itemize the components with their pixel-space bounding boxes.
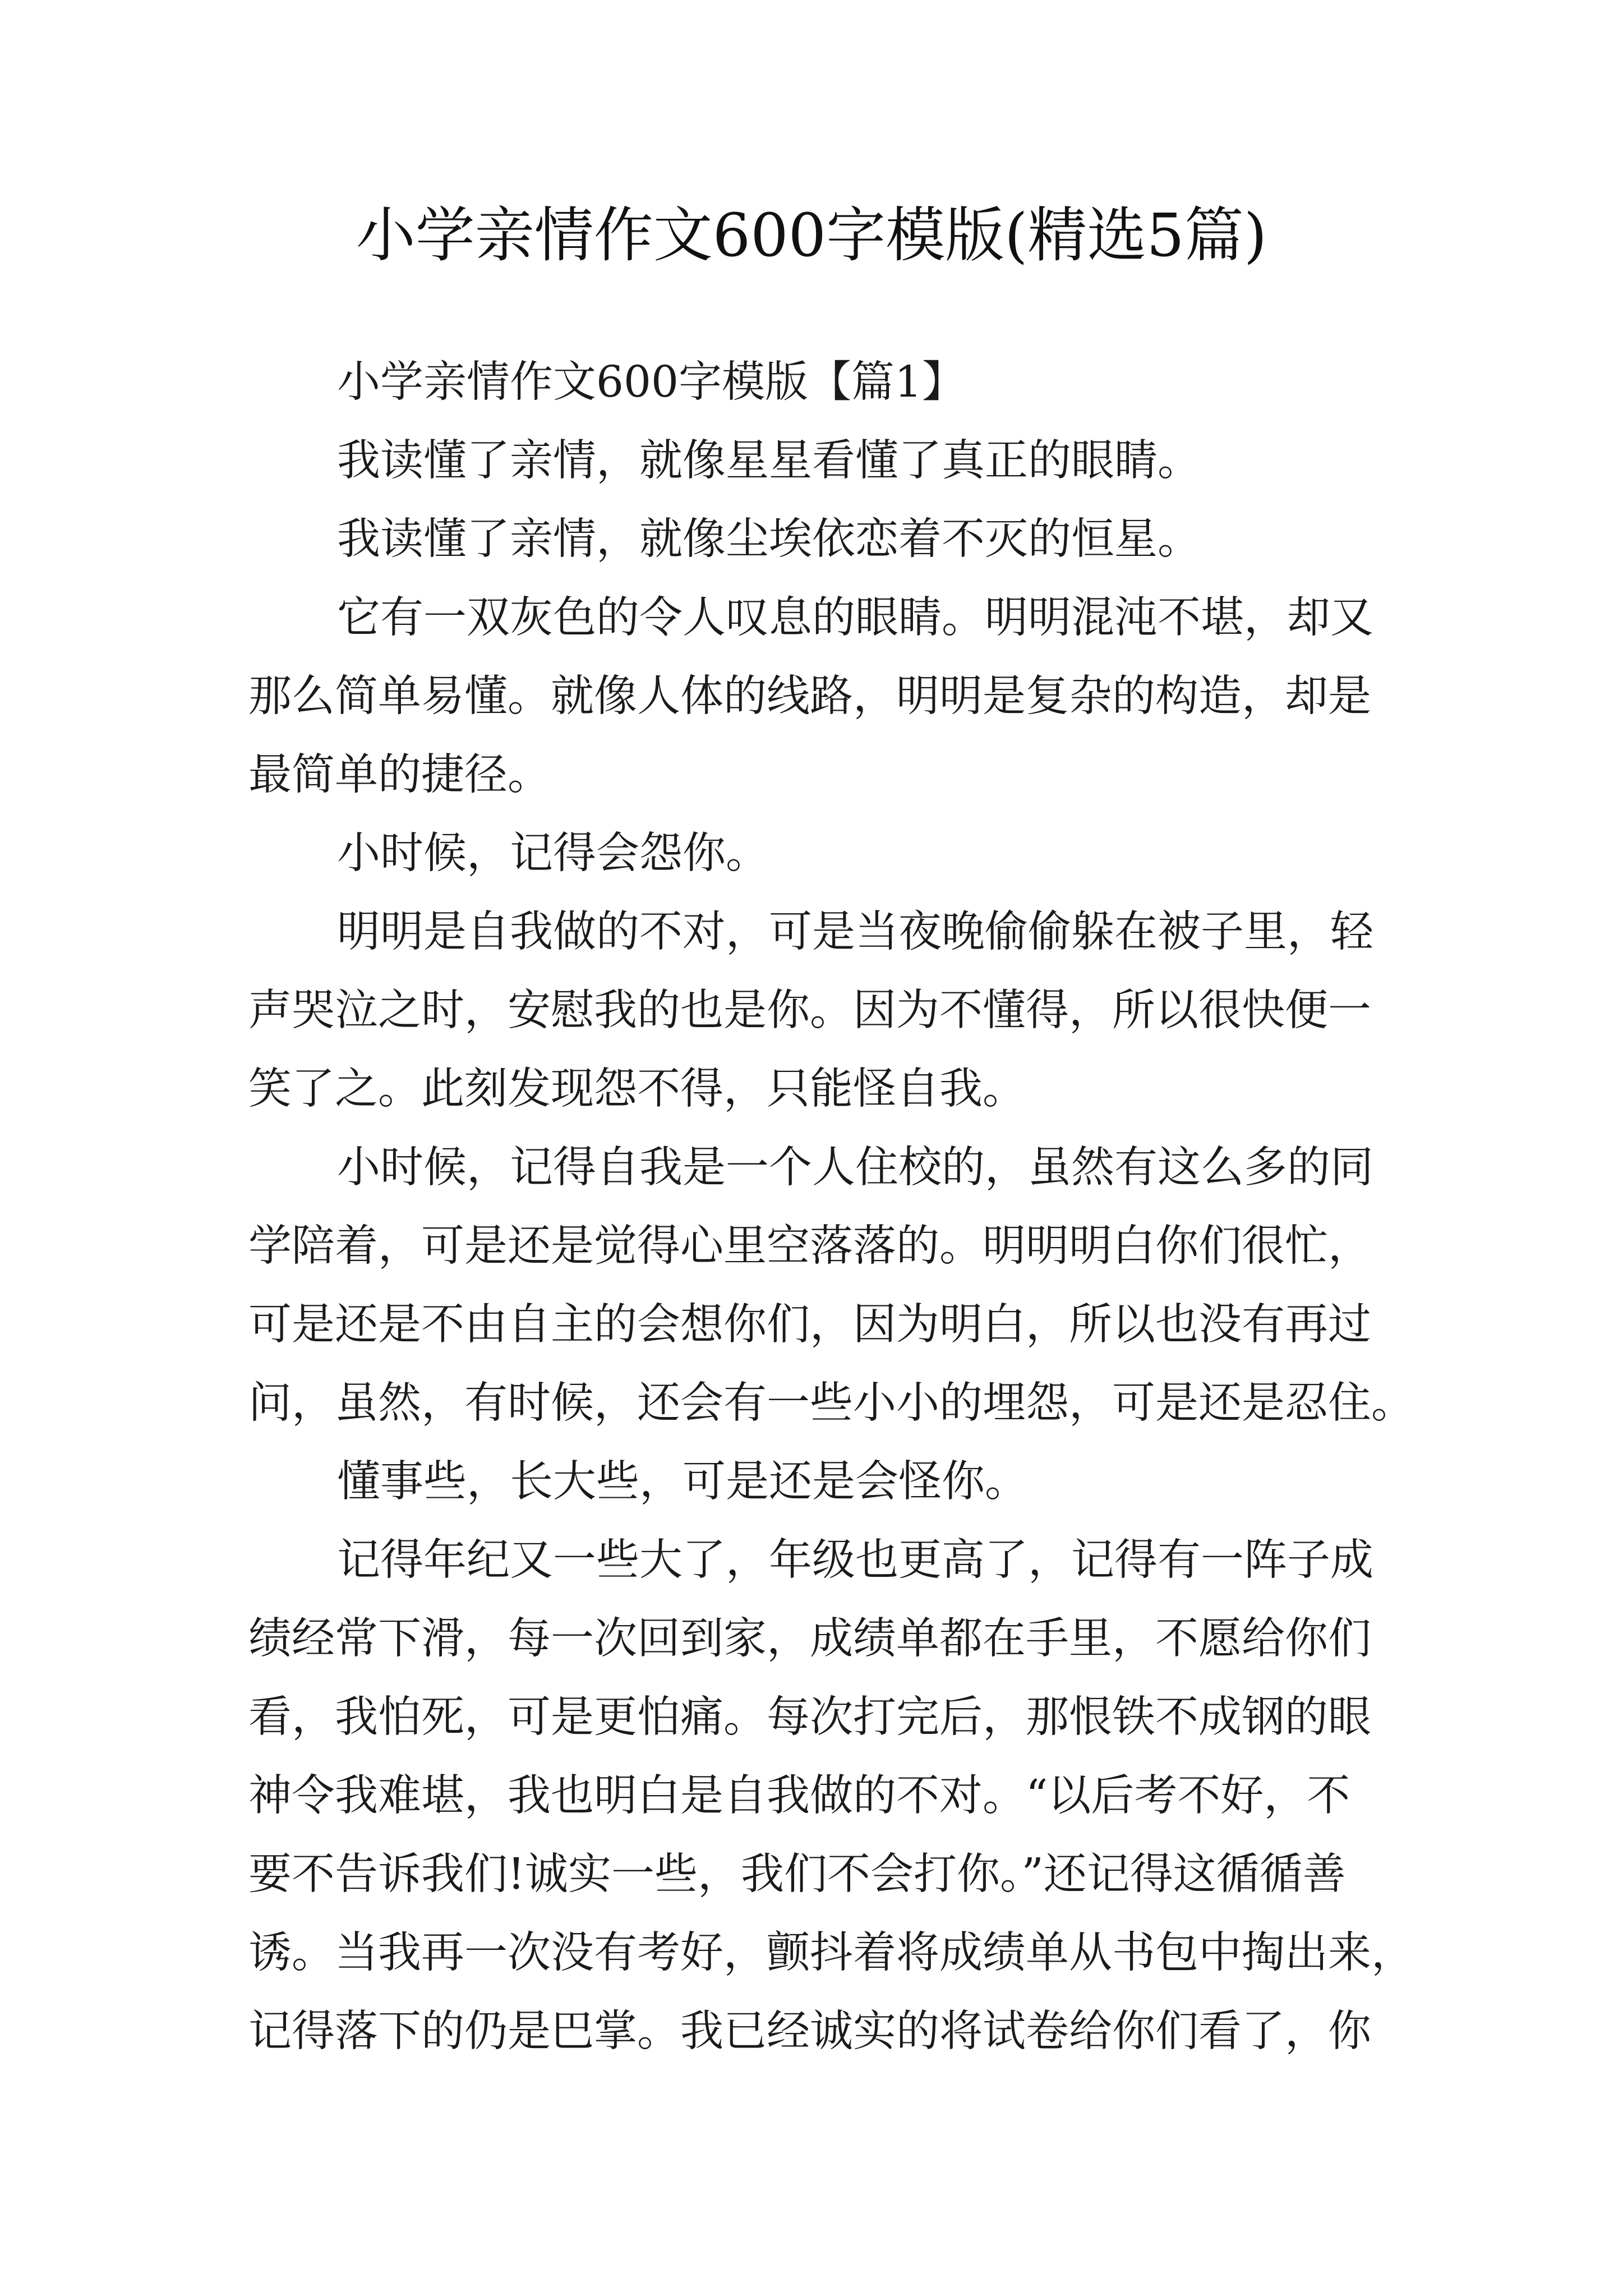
text-line: 我读懂了亲情，就像星星看懂了真正的眼睛。 [337,436,1201,486]
text-line: 神令我难堪，我也明白是自我做的不对。“以后考不好，不 [248,1771,1350,1821]
text-line: 笑了之。此刻发现怨不得，只能怪自我。 [248,1064,1026,1114]
text-line: 记得年纪又一些大了，年级也更高了，记得有一阵子成 [337,1535,1373,1585]
text-line: 它有一双灰色的令人叹息的眼睛。明明混沌不堪，却又 [337,593,1373,643]
document-title: 小学亲情作文600字模版(精选5篇) [356,201,1267,270]
text-line: 声哭泣之时，安慰我的也是你。因为不懂得，所以很快便一 [248,986,1371,1036]
text-line: 小时候，记得自我是一个人住校的，虽然有这么多的同 [337,1143,1373,1193]
text-line: 问，虽然，有时候，还会有一些小小的埋怨，可是还是忍住。 [248,1378,1414,1428]
text-line: 看，我怕死，可是更怕痛。每次打完后，那恨铁不成钢的眼 [248,1692,1371,1742]
text-line: 可是还是不由自主的会想你们，因为明白，所以也没有再过 [248,1300,1371,1350]
text-line: 要不告诉我们!诚实一些，我们不会打你。”还记得这循循善 [248,1849,1346,1899]
text-line: 学陪着，可是还是觉得心里空落落的。明明明白你们很忙， [248,1221,1371,1271]
text-line: 绩经常下滑，每一次回到家，成绩单都在手里，不愿给你们 [248,1614,1371,1664]
text-line: 我读懂了亲情，就像尘埃依恋着不灭的恒星。 [337,514,1201,564]
text-line: 明明是自我做的不对，可是当夜晚偷偷躲在被子里，轻 [337,907,1373,957]
text-line: 小学亲情作文600字模版【篇1】 [337,357,965,407]
text-line: 小时候，记得会怨你。 [337,829,769,878]
text-line: 记得落下的仍是巴掌。我已经诚实的将试卷给你们看了，你 [248,2007,1371,2056]
text-line: 懂事些，长大些，可是还是会怪你。 [337,1457,1028,1507]
text-line: 那么简单易懂。就像人体的线路，明明是复杂的构造，却是 [248,671,1371,721]
text-line: 诱。当我再一次没有考好，颤抖着将成绩单从书包中掏出来， [248,1928,1414,1978]
document-body [248,343,1414,2071]
text-line: 最简单的捷径。 [248,750,551,800]
